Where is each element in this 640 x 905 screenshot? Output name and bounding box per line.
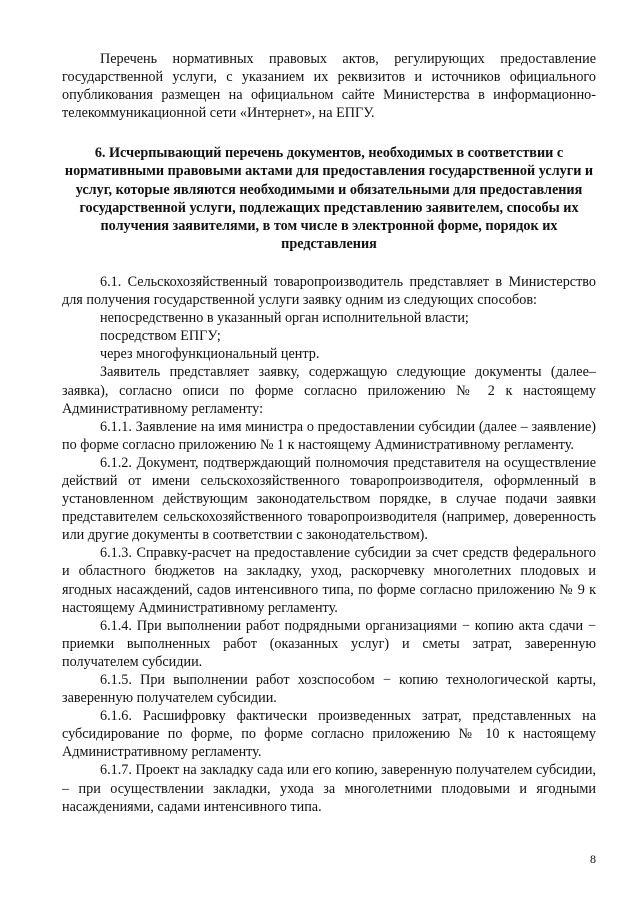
- paragraph: 6.1.3. Справку-расчет на предоставление субсидии за счет средств федерального и областного бюджетов на закладку, уход, раскорчевку многолетних плодовых и ягодных насаждений, садов интенсивного типа, по форме согласно приложению № 9 к настоящему Административному регламенту.: [62, 545, 596, 616]
- intro-paragraph: Перечень нормативных правовых актов, регулирующих предоставление государственной услуги, с указанием их реквизитов и источников официального опубликования размещен на официальном сайте Министерства в информационно-телекоммуникационной сети «Интернет», на ЕПГУ.: [62, 51, 596, 122]
- list-item: посредством ЕПГУ;: [100, 328, 221, 345]
- paragraph: 6.1.2. Документ, подтверждающий полномочия представителя на осуществление действий от имени сельскохозяйственного товаропроизводителя, оформленный в установленном действующим законодательством порядке, в случае подачи заявки представителем сельскохозяйственного товаропроизводителя (например, доверенность или другие документы в соответствии с законодательством).: [62, 454, 596, 544]
- paragraph: 6.1.1. Заявление на имя министра о предоставлении субсидии (далее – заявление) по форме согласно приложению № 1 к настоящему Административному регламенту.: [62, 418, 596, 453]
- paragraph: 6.1.7. Проект на закладку сада или его копию, заверенную получателем субсидии, – при осуществлении закладки, ухода за многолетними плодовыми и ягодными насаждениями, садами интенсивного типа.: [62, 762, 597, 815]
- paragraph: Заявитель представляет заявку, содержащую следующие документы (далее– заявка), согласно описи по форме согласно приложению № 2 к настоящему Административному регламенту:: [62, 364, 596, 417]
- section-heading: 6. Исчерпывающий перечень документов, необходимых в соответствии с нормативными правовыми актами для предоставления государственной услуги и услуг, которые являются необходимыми и обязательными для предоставления государственной услуги, подлежащих представлению заявителем, способы их получения заявителями, в том числе в электронной форме, порядок их представления: [64, 145, 594, 252]
- paragraph: 6.1. Сельскохозяйственный товаропроизводитель представляет в Министерство для получения государственной услуги заявку одним из следующих способов:: [62, 273, 596, 309]
- paragraph: 6.1.5. При выполнении работ хозспособом − копию технологической карты, заверенную получателем субсидии.: [62, 672, 596, 707]
- list-item: через многофункциональный центр.: [100, 346, 320, 363]
- document-page: [62, 50, 596, 816]
- paragraph: 6.1.4. При выполнении работ подрядными организациями − копию акта сдачи − приемки выполненных работ (оказанных услуг) и сметы затрат, заверенную получателем субсидии.: [62, 617, 596, 670]
- page-number: 8: [590, 852, 596, 866]
- list-item: непосредственно в указанный орган исполнительной власти;: [100, 310, 469, 327]
- paragraph: 6.1.6. Расшифровку фактически произведенных затрат, представленных на субсидирование по форме, по форме согласно приложению № 10 к настоящему Административному регламенту.: [62, 708, 596, 761]
